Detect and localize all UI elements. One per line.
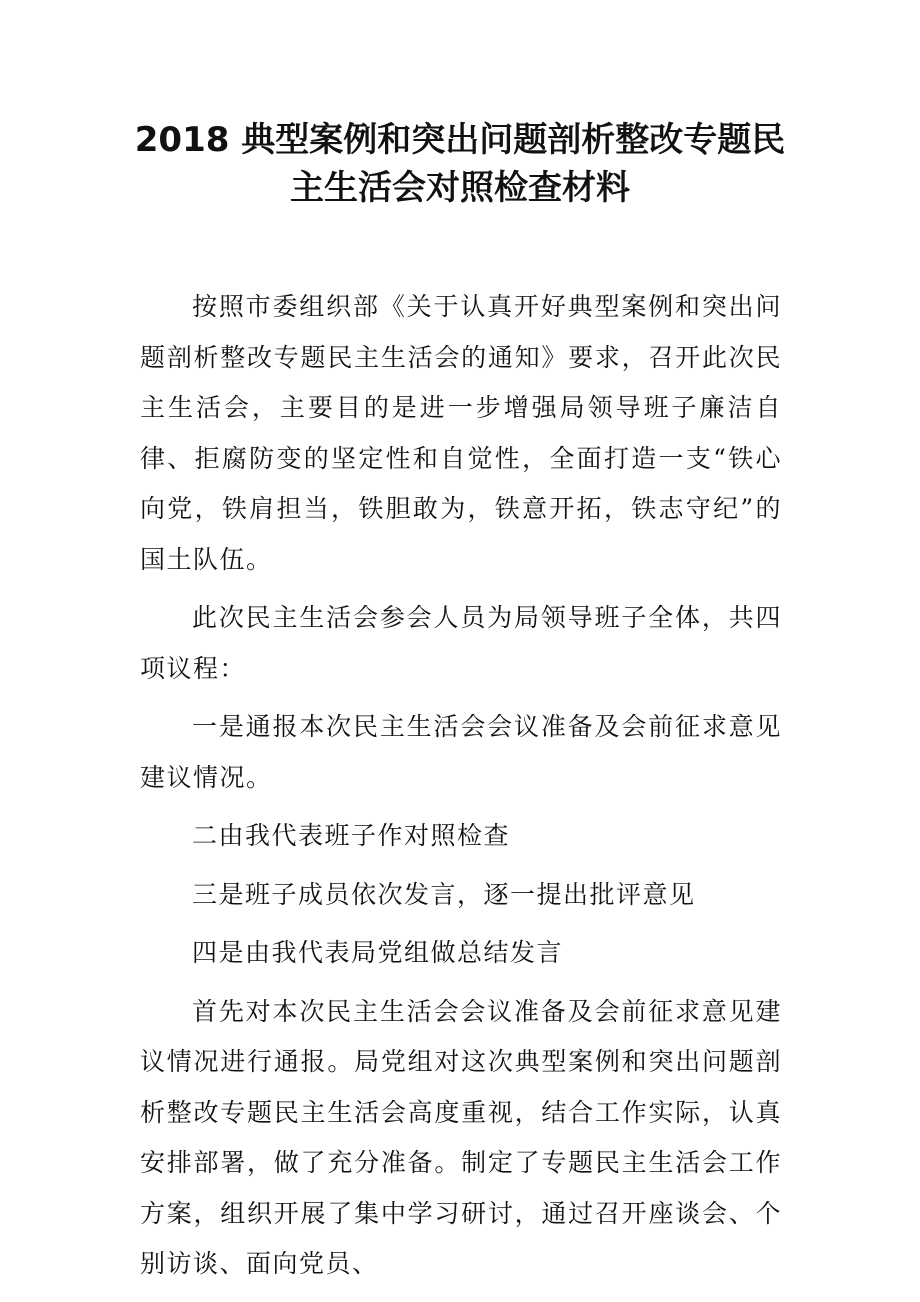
document-body bbox=[140, 282, 782, 1298]
paragraph-agenda-2: 二由我代表班子作对照检查 bbox=[192, 821, 511, 850]
paragraph-intro: 按照市委组织部《关于认真开好典型案例和突出问题剖析整改专题民主生活会的通知》要求，召开此次民主生活会，主要目的是进一步增强局领导班子廉洁自律、拒腐防变的坚定性和自觉性，全面打造一支“铁心向党，铁肩担当，铁胆敢为，铁意开拓，铁志守纪”的国土队伍。 bbox=[140, 292, 782, 574]
paragraph-agenda-1: 一是通报本次民主生活会会议准备及会前征求意见建议情况。 bbox=[140, 712, 782, 792]
document-title-line-1: 2018 典型案例和突出问题剖析整改专题民 bbox=[134, 120, 786, 160]
paragraph-attendees: 此次民主生活会参会人员为局领导班子全体，共四项议程： bbox=[140, 603, 782, 683]
paragraph-agenda-3: 三是班子成员依次发言，逐一提出批评意见 bbox=[192, 879, 696, 909]
paragraph-agenda-4: 四是由我代表局党组做总结发言 bbox=[192, 938, 564, 967]
paragraph-preparation: 首先对本次民主生活会会议准备及会前征求意见建议情况进行通报。局党组对这次典型案例和突出问题剖析整改专题民主生活会高度重视，结合工作实际，认真安排部署，做了充分准备。制定了专题民主生活会工作方案，组织开展了集中学习研讨，通过召开座谈会、个别访谈、面向党员、 bbox=[140, 996, 782, 1278]
document-title-line-2: 主生活会对照检查材料 bbox=[290, 168, 630, 208]
